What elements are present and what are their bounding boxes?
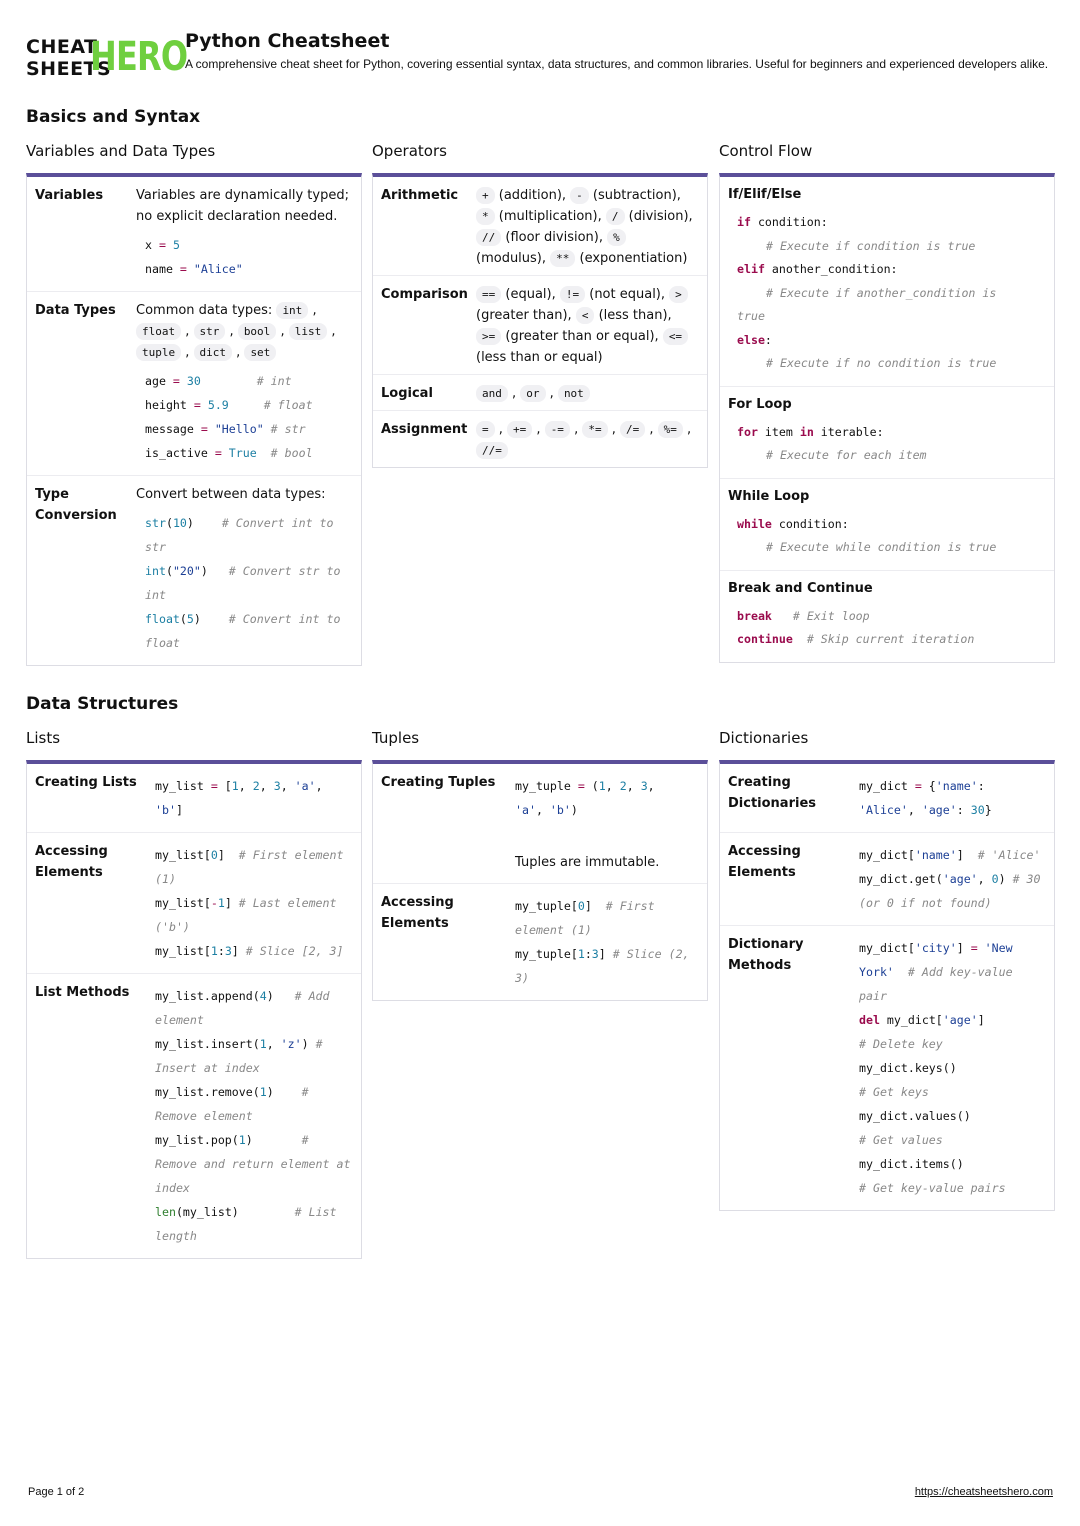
column-title: Operators <box>372 142 447 160</box>
cheatsheetshero-logo[interactable] <box>26 34 188 86</box>
row-label: Accessing Elements <box>728 844 801 880</box>
column-tuples <box>372 728 708 1001</box>
code-snippet: my_tuple[0] # First element (1) my_tuple[1:3] # Slice (2, 3) <box>515 899 690 985</box>
row-list-methods <box>27 974 361 1258</box>
row-label: Creating Lists <box>35 775 137 790</box>
row-accessing-elements <box>27 833 361 974</box>
block-title: If/Elif/Else <box>728 187 802 202</box>
block-title: While Loop <box>728 488 810 504</box>
site-link[interactable]: https://cheatsheetshero.com <box>914 1486 1053 1498</box>
row-label: Assignment <box>381 422 468 437</box>
row-text: Variables are dynamically typed; no explicit declaration needed. <box>136 188 349 224</box>
row-label: Comparison <box>381 287 468 302</box>
page-number: Page 1 of 2 <box>28 1486 85 1498</box>
row-comparison <box>373 276 707 375</box>
card-variables <box>26 173 362 666</box>
row-text: Common data types: int , float , str , bool , list , tuple , dict , set <box>136 303 336 360</box>
row-text: == (equal), != (not equal), > (greater than), < (less than), >= (greater than or equal), <= (less than or equal) <box>476 284 699 368</box>
column-variables <box>26 141 362 666</box>
card-dictionaries <box>719 760 1055 1211</box>
card-operators <box>372 173 708 468</box>
row-accessing-elements <box>373 884 707 1000</box>
block-break <box>720 571 1054 662</box>
column-title: Control Flow <box>719 142 813 160</box>
block-while <box>720 479 1054 571</box>
code-snippet: age = 30 # int height = 5.9 # float message = "Hello" # str is_active = True # bool <box>145 374 313 460</box>
page-description: A comprehensive cheat sheet for Python, covering essential syntax, data structures, and common libraries. Useful for beginners and experienced developers alike. <box>185 57 1049 71</box>
logo-word-sheets: SHEETS <box>26 58 112 80</box>
row-creating-tuples <box>373 764 707 884</box>
block-title: Break and Continue <box>728 580 873 596</box>
block-if <box>720 177 1054 387</box>
row-variables <box>27 177 361 292</box>
logo-word-hero: HERO <box>90 34 188 80</box>
code-snippet: break # Exit loop continue # Skip current iteration <box>737 608 975 646</box>
row-assignment <box>373 411 707 467</box>
row-label: Creating Dictionaries <box>728 775 817 811</box>
row-logical <box>373 375 707 411</box>
row-dictionary-methods <box>720 926 1054 1210</box>
row-label: Arithmetic <box>381 188 459 203</box>
row-data-types <box>27 292 361 476</box>
row-label: List Methods <box>35 985 130 1000</box>
row-label: Type Conversion <box>35 487 117 523</box>
section-title-data-structures: Data Structures <box>26 694 179 714</box>
row-text: and , or , not <box>476 383 699 404</box>
row-accessing-elements <box>720 833 1054 926</box>
card-control-flow <box>719 173 1055 663</box>
code-snippet: my_dict['city'] = 'New York' # Add key-value pair del my_dict['age'] # Delete key my_dict.keys() # Get keys my_dict.values() # Get values my_dict.items() # Get key-value pairs <box>859 941 1013 1195</box>
block-for <box>720 387 1054 479</box>
row-text: Convert between data types: <box>136 487 326 502</box>
section-title-basics: Basics and Syntax <box>26 107 201 127</box>
code-snippet: my_list[0] # First element (1) my_list[-1] # Last element ('b') my_list[1:3] # Slice [2, 3] <box>155 848 344 958</box>
row-label: Dictionary Methods <box>728 937 804 973</box>
card-tuples <box>372 760 708 1001</box>
logo-word-cheat: CHEAT <box>26 36 98 58</box>
code-snippet: str(10) # Convert int to str int("20") # Convert str to int float(5) # Convert int to float <box>145 516 341 650</box>
row-label: Accessing Elements <box>35 844 108 880</box>
code-snippet: my_dict['name'] # 'Alice' my_dict.get('age', 0) # 30 (or 0 if not found) <box>859 848 1041 910</box>
row-label: Creating Tuples <box>381 775 496 790</box>
row-arithmetic <box>373 177 707 276</box>
column-control-flow <box>719 141 1055 663</box>
row-text: Tuples are immutable. <box>515 855 660 870</box>
column-title: Dictionaries <box>719 729 809 747</box>
column-title: Tuples <box>372 729 420 747</box>
card-lists <box>26 760 362 1259</box>
code-snippet: for item in iterable: # Execute for each item <box>737 424 927 462</box>
row-label: Variables <box>35 188 104 203</box>
code-snippet: if condition: # Execute if condition is true elif another_condition: # Execute if another_condition is true else: # Execute if no condition is true <box>737 215 997 370</box>
header <box>26 30 1056 86</box>
block-title: For Loop <box>728 396 792 412</box>
column-title: Lists <box>26 729 61 747</box>
code-snippet: while condition: # Execute while condition is true <box>737 516 997 554</box>
code-snippet: x = 5 name = "Alice" <box>145 238 243 276</box>
code-snippet: my_list.append(4) # Add element my_list.insert(1, 'z') # Insert at index my_list.remove(1) # Remove element my_list.pop(1) # Remove and return element at index len(my_list) # List length <box>155 989 351 1243</box>
column-operators <box>372 141 708 468</box>
row-creating-lists <box>27 764 361 833</box>
row-creating-dictionaries <box>720 764 1054 833</box>
code-snippet: my_dict = {'name': 'Alice', 'age': 30} <box>859 779 992 817</box>
row-type-conversion <box>27 476 361 665</box>
row-text: + (addition), - (subtraction), * (multiplication), / (division), // (floor division), % (modulus), ** (exponentiation) <box>476 188 693 266</box>
code-snippet: my_tuple = (1, 2, 3, 'a', 'b') <box>515 779 655 817</box>
row-label: Logical <box>381 386 433 401</box>
row-label: Data Types <box>35 303 116 318</box>
row-label: Accessing Elements <box>381 895 454 931</box>
column-dictionaries <box>719 728 1055 1211</box>
code-snippet: my_list = [1, 2, 3, 'a', 'b'] <box>155 779 323 817</box>
row-text: = , += , -= , *= , /= , %= , //= <box>476 419 699 461</box>
column-title: Variables and Data Types <box>26 142 216 160</box>
page-title: Python Cheatsheet <box>185 30 390 52</box>
column-lists <box>26 728 362 1259</box>
